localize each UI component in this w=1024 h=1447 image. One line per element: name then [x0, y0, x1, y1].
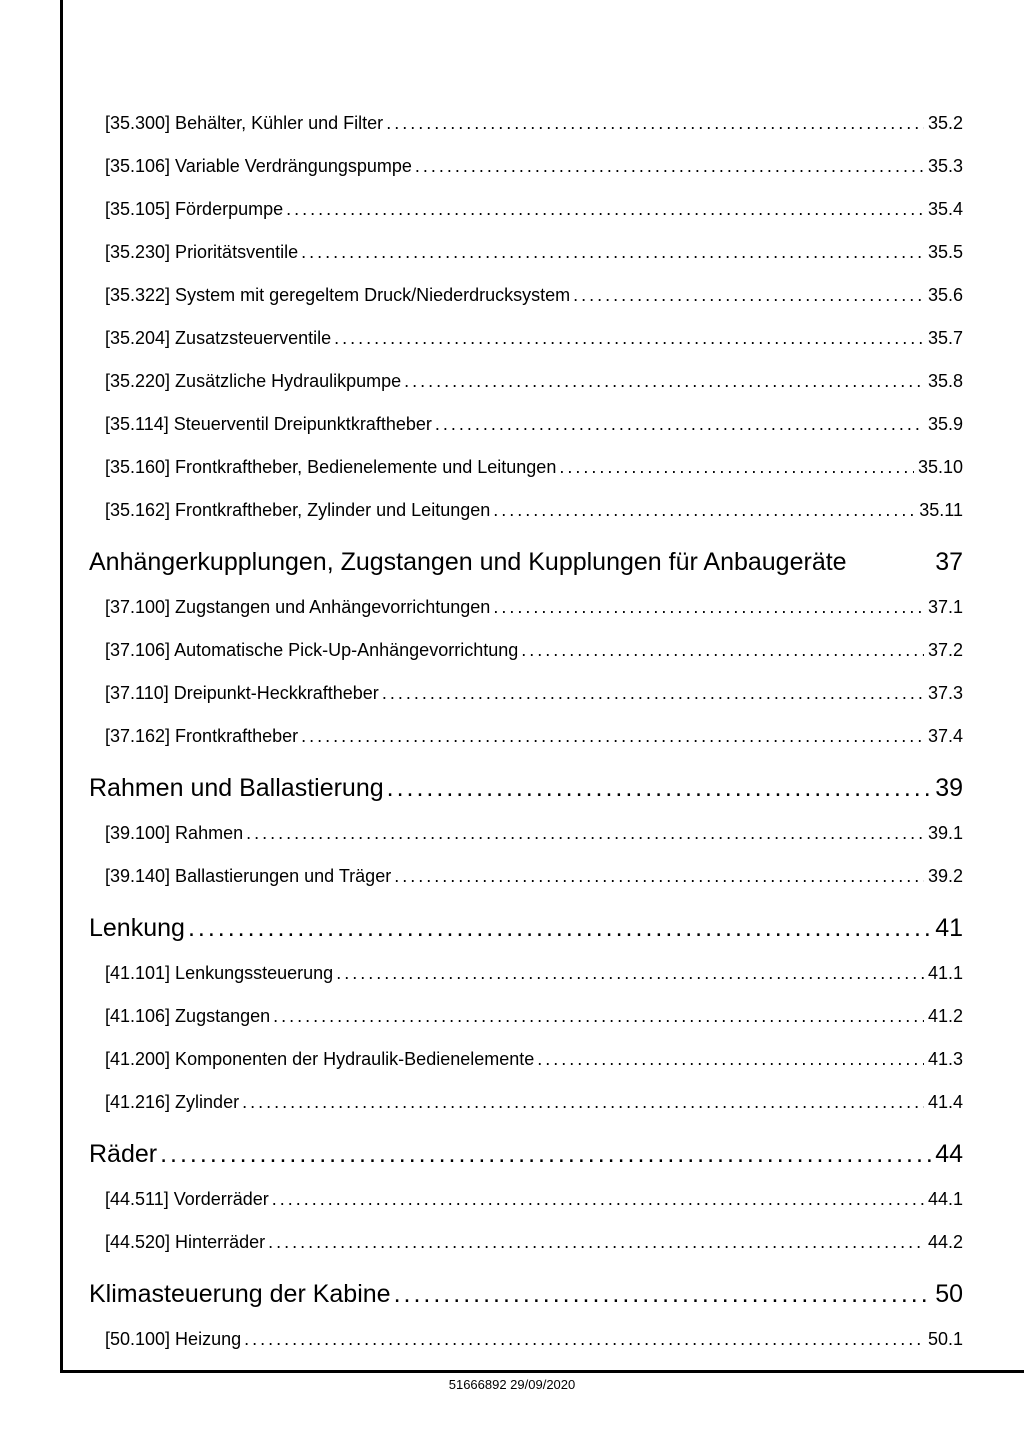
toc-label: [44.520] Hinterräder	[105, 1232, 266, 1252]
toc-label: [37.100] Zugstangen und Anhängevorrichtungen	[105, 597, 491, 617]
toc-leader-dots	[273, 1006, 924, 1027]
toc-entry-row	[89, 500, 963, 521]
toc-page-number: 35.11	[919, 500, 963, 520]
toc-page-number: 35.3	[927, 156, 963, 176]
toc-label: [37.162] Frontkraftheber	[105, 726, 299, 746]
toc-leader-dots	[188, 913, 931, 943]
toc-page-number: 41	[935, 914, 963, 942]
toc-page-number: 39	[935, 774, 963, 802]
toc-leader-dots	[404, 371, 924, 392]
toc-page-number: 35.9	[927, 414, 963, 434]
toc-page-number: 41.1	[927, 963, 963, 983]
toc-leader-dots	[242, 1092, 924, 1113]
toc-page-number: 41.3	[927, 1049, 963, 1069]
toc-leader-dots	[244, 1329, 924, 1350]
toc-heading-row	[89, 547, 963, 577]
toc-page-number: 37	[935, 548, 963, 576]
toc-label: [41.101] Lenkungssteuerung	[105, 963, 334, 983]
toc-page-number: 35.6	[927, 285, 963, 305]
toc-leader-dots	[301, 726, 924, 747]
toc-entry-row	[89, 414, 963, 435]
toc-label: [35.114] Steuerventil Dreipunktkraftheber	[105, 414, 432, 434]
toc-entry-row	[89, 1092, 963, 1113]
toc-label: [39.100] Rahmen	[105, 823, 244, 843]
toc-label: Räder	[89, 1140, 158, 1168]
toc-leader-dots	[435, 414, 924, 435]
toc-page-number: 44.1	[927, 1189, 963, 1209]
toc-leader-dots	[493, 500, 915, 521]
toc-label: [41.106] Zugstangen	[105, 1006, 271, 1026]
toc-entry-row	[89, 597, 963, 618]
toc-label: [44.511] Vorderräder	[105, 1189, 269, 1209]
toc-heading-row	[89, 773, 963, 803]
toc-page-number: 41.4	[927, 1092, 963, 1112]
toc-label: [35.300] Behälter, Kühler und Filter	[105, 113, 384, 133]
toc-leader-dots	[493, 597, 924, 618]
toc-entry-row	[89, 199, 963, 220]
toc-heading-row	[89, 1279, 963, 1309]
toc-label: [35.105] Förderpumpe	[105, 199, 284, 219]
toc-leader-dots	[537, 1049, 924, 1070]
toc-entry-row	[89, 242, 963, 263]
page-left-border	[60, 0, 63, 1373]
toc-leader-dots	[268, 1232, 924, 1253]
toc-leader-dots	[394, 866, 924, 887]
toc-label: [39.140] Ballastierungen und Träger	[105, 866, 392, 886]
page-bottom-border	[60, 1370, 1024, 1373]
toc-leader-dots	[559, 457, 914, 478]
toc-leader-dots	[382, 683, 924, 704]
toc-entry-row	[89, 640, 963, 661]
toc-leader-dots	[387, 773, 932, 803]
toc-page-number: 35.2	[927, 113, 963, 133]
toc-page-number: 37.1	[927, 597, 963, 617]
toc-label: [50.100] Heizung	[105, 1329, 242, 1349]
toc-leader-dots	[272, 1189, 924, 1210]
toc-leader-dots	[415, 156, 924, 177]
toc-page-number: 37.4	[927, 726, 963, 746]
toc-page-number: 39.1	[927, 823, 963, 843]
toc-leader-dots	[573, 285, 924, 306]
toc-page-number: 44	[935, 1140, 963, 1168]
toc-entry-row	[89, 866, 963, 887]
toc-entry-row	[89, 113, 963, 134]
toc-label: [35.162] Frontkraftheber, Zylinder und Leitungen	[105, 500, 491, 520]
toc-label: [41.200] Komponenten der Hydraulik-Bedienelemente	[105, 1049, 535, 1069]
toc-label: [35.106] Variable Verdrängungspumpe	[105, 156, 412, 176]
toc-page-number: 37.3	[927, 683, 963, 703]
toc-heading-row	[89, 1139, 963, 1169]
toc-entry-row	[89, 1049, 963, 1070]
toc-page-number: 35.5	[927, 242, 963, 262]
toc-page-number: 35.10	[917, 457, 963, 477]
toc-entry-row	[89, 823, 963, 844]
toc-page-number: 37.2	[927, 640, 963, 660]
toc-label: [35.160] Frontkraftheber, Bedienelemente und Leitungen	[105, 457, 557, 477]
toc-entry-row	[89, 156, 963, 177]
toc-label: [35.204] Zusatzsteuerventile	[105, 328, 332, 348]
toc-heading-row	[89, 913, 963, 943]
toc-page-number: 44.2	[927, 1232, 963, 1252]
toc-entry-row	[89, 457, 963, 478]
toc-entry-row	[89, 726, 963, 747]
toc-label: [35.322] System mit geregeltem Druck/Niederdrucksystem	[105, 285, 571, 305]
toc-entry-row	[89, 328, 963, 349]
toc-leader-dots	[286, 199, 924, 220]
toc-leader-dots	[336, 963, 924, 984]
toc-leader-dots	[301, 242, 924, 263]
toc-page-number: 39.2	[927, 866, 963, 886]
toc-page-number: 35.7	[927, 328, 963, 348]
toc-label: Rahmen und Ballastierung	[89, 774, 384, 802]
toc-entry-row	[89, 1006, 963, 1027]
page-footer: 51666892 29/09/2020	[448, 1377, 576, 1392]
toc-label: [37.110] Dreipunkt-Heckkraftheber	[105, 683, 379, 703]
toc-label: Lenkung	[89, 914, 185, 942]
toc-label: Anhängerkupplungen, Zugstangen und Kupplungen für Anbaugeräte	[89, 548, 847, 576]
toc-entry-row	[89, 371, 963, 392]
toc-label: [37.106] Automatische Pick-Up-Anhängevorrichtung	[105, 640, 519, 660]
table-of-contents	[89, 113, 963, 1372]
toc-leader-dots	[246, 823, 924, 844]
toc-leader-dots	[386, 113, 924, 134]
toc-label: Klimasteuerung der Kabine	[89, 1280, 391, 1308]
toc-leader-dots	[521, 640, 924, 661]
toc-entry-row	[89, 285, 963, 306]
toc-leader-dots	[334, 328, 924, 349]
toc-leader-dots	[160, 1139, 931, 1169]
toc-label: [41.216] Zylinder	[105, 1092, 240, 1112]
toc-page-number: 50	[935, 1280, 963, 1308]
toc-entry-row	[89, 1189, 963, 1210]
toc-page-number: 35.8	[927, 371, 963, 391]
toc-label: [35.230] Prioritätsventile	[105, 242, 299, 262]
toc-entry-row	[89, 1329, 963, 1350]
toc-entry-row	[89, 963, 963, 984]
toc-label: [35.220] Zusätzliche Hydraulikpumpe	[105, 371, 402, 391]
toc-leader-dots	[394, 1279, 932, 1309]
toc-page-number: 41.2	[927, 1006, 963, 1026]
toc-entry-row	[89, 683, 963, 704]
toc-entry-row	[89, 1232, 963, 1253]
toc-page-number: 35.4	[927, 199, 963, 219]
toc-page-number: 50.1	[927, 1329, 963, 1349]
